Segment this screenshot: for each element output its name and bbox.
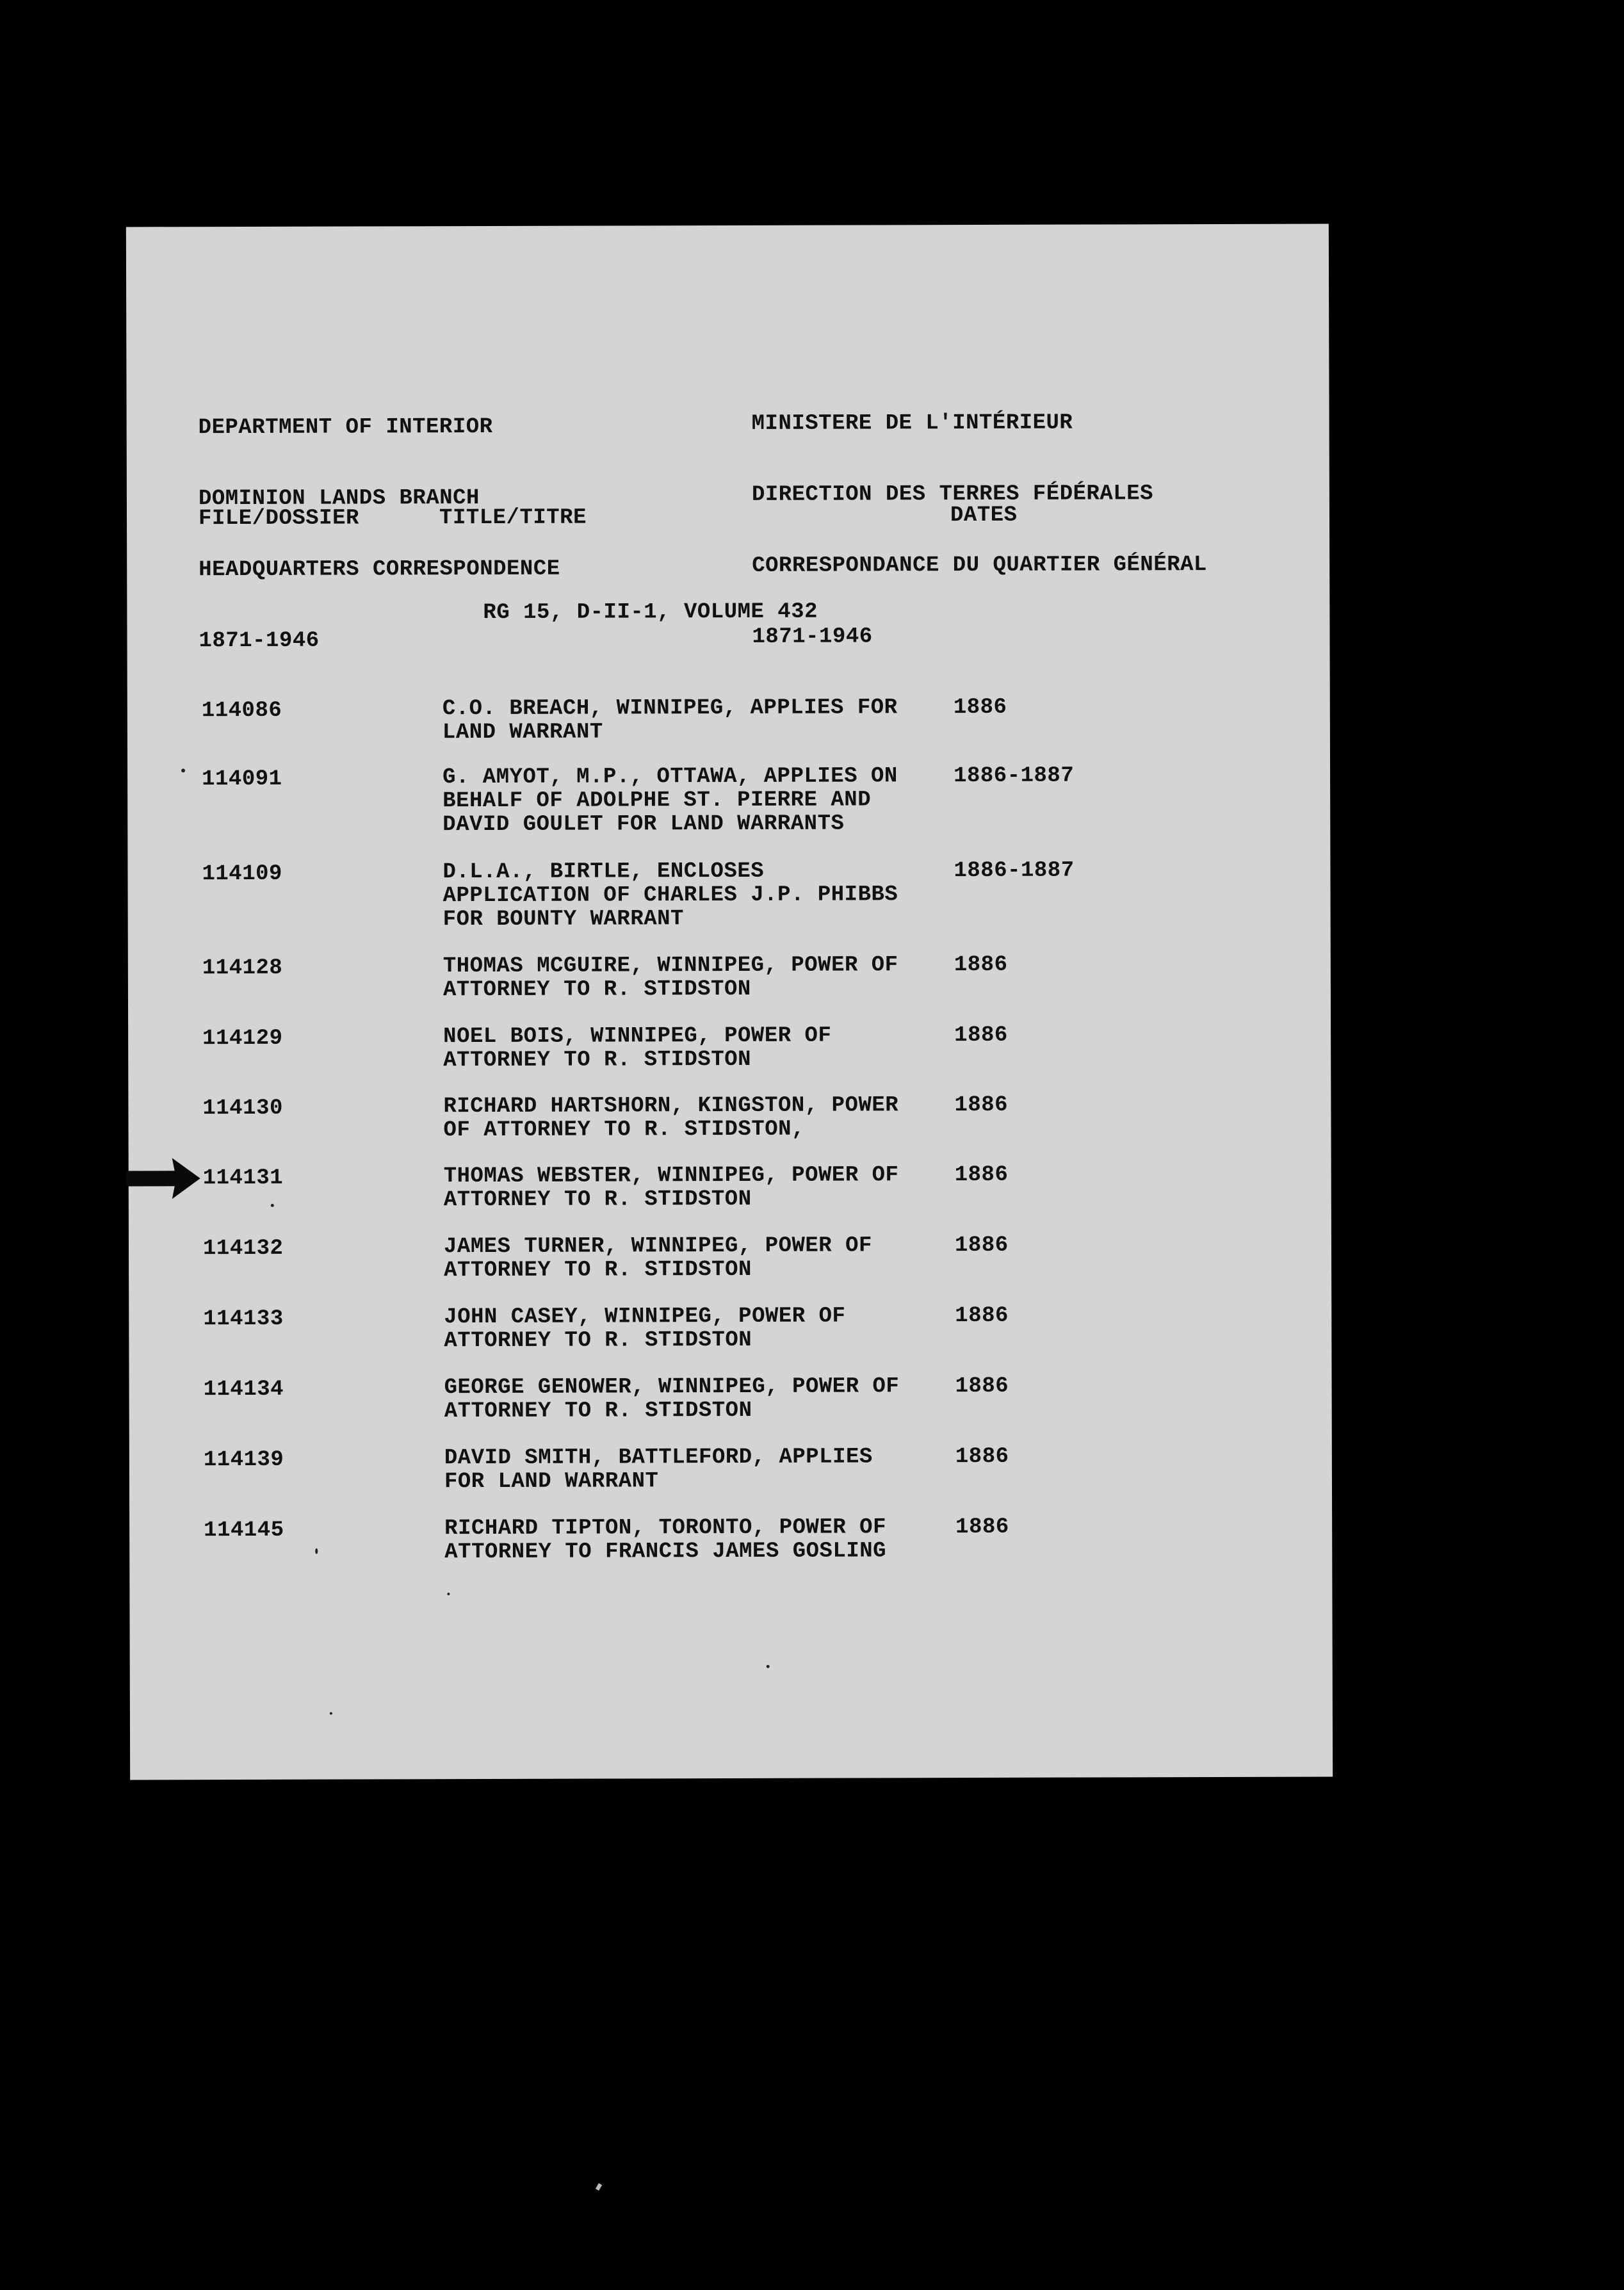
- entry-title: [443, 1094, 898, 1142]
- entry-title: [443, 1025, 831, 1073]
- entry-title-line: ATTORNEY TO FRANCIS JAMES GOSLING: [444, 1539, 887, 1565]
- entry-title: [444, 1164, 899, 1212]
- entry-title-line: G. AMYOT, M.P., OTTAWA, APPLIES ON: [443, 764, 898, 790]
- header-english-line: HEADQUARTERS CORRESPONDENCE: [199, 556, 560, 583]
- entry-title-line: ATTORNEY TO R. STIDSTON: [444, 1257, 752, 1283]
- entry-title-line: JAMES TURNER, WINNIPEG, POWER OF: [443, 1233, 872, 1260]
- entry-title-line: D.L.A., BIRTLE, ENCLOSES: [443, 859, 765, 885]
- entry-dates: 1886: [954, 1162, 1009, 1188]
- entry-dates: 1886: [954, 952, 1008, 978]
- entry-file-number: 114130: [202, 1096, 283, 1121]
- entry-title-line: DAVID GOULET FOR LAND WARRANTS: [443, 811, 845, 838]
- entry-title-line: THOMAS MCGUIRE, WINNIPEG, POWER OF: [443, 953, 898, 979]
- header-french-line: DIRECTION DES TERRES FÉDÉRALES: [751, 482, 1154, 507]
- entry-dates: 1886-1887: [954, 858, 1075, 884]
- header-french-line: 1871-1946: [752, 624, 873, 649]
- scan-speck: [271, 1204, 274, 1207]
- entry-title-line: ATTORNEY TO R. STIDSTON: [443, 977, 751, 1003]
- entry-title-line: FOR BOUNTY WARRANT: [443, 907, 684, 932]
- entry-dates: 1886: [955, 1303, 1009, 1329]
- volume-reference: RG 15, D-II-1, VOLUME 432: [483, 599, 818, 626]
- header-french: [751, 364, 1207, 697]
- header-english-line: DOMINION LANDS BRANCH: [198, 486, 480, 512]
- entry-file-number: 114129: [202, 1026, 283, 1052]
- scan-speck: [330, 1712, 332, 1715]
- entry-file-number: 114145: [204, 1518, 284, 1543]
- entry-file-number: 114086: [201, 698, 282, 724]
- entry-title-line: ATTORNEY TO R. STIDSTON: [444, 1328, 752, 1354]
- scan-speck: [447, 1593, 450, 1595]
- header-french-line: CORRESPONDANCE DU QUARTIER GÉNÉRAL: [752, 553, 1207, 578]
- scan-speck: [315, 1548, 318, 1554]
- entry-title-line: C.O. BREACH, WINNIPEG, APPLIES FOR: [442, 695, 898, 722]
- entry-title-line: RICHARD TIPTON, TORONTO, POWER OF: [444, 1515, 887, 1541]
- entry-title: [444, 1305, 845, 1354]
- scan-speck: [181, 768, 185, 772]
- entry-title: [444, 1375, 900, 1424]
- entry-dates: 1886: [955, 1514, 1009, 1540]
- entry-dates: 1886: [955, 1444, 1009, 1470]
- header-english-line: DEPARTMENT OF INTERIOR: [198, 414, 493, 441]
- entry-title-line: ATTORNEY TO R. STIDSTON: [443, 1047, 752, 1073]
- entry-title-line: RICHARD HARTSHORN, KINGSTON, POWER: [443, 1093, 899, 1119]
- entry-title-line: LAND WARRANT: [442, 720, 603, 745]
- entry-title-line: OF ATTORNEY TO R. STIDSTON,: [443, 1117, 805, 1143]
- entry-dates: 1886: [954, 1092, 1009, 1118]
- entry-dates: 1886: [954, 1023, 1008, 1048]
- entry-file-number: 114131: [202, 1165, 284, 1191]
- entry-title: [443, 859, 898, 932]
- header-english-line: 1871-1946: [199, 628, 320, 654]
- entry-title-line: ATTORNEY TO R. STIDSTON: [443, 1187, 752, 1213]
- scan-speck: [767, 1665, 770, 1668]
- entry-dates: 1886: [955, 1374, 1009, 1399]
- arrow-marker-icon: [126, 1158, 200, 1199]
- entry-title: [443, 765, 898, 837]
- header-french-line: MINISTERE DE L'INTÉRIEUR: [751, 410, 1073, 436]
- entry-title-line: NOEL BOIS, WINNIPEG, POWER OF: [443, 1023, 832, 1050]
- column-header-title: TITLE/TITRE: [439, 505, 587, 531]
- entry-title-line: APPLICATION OF CHARLES J.P. PHIBBS: [443, 882, 898, 909]
- entry-file-number: 114091: [202, 767, 282, 792]
- entry-title-line: FOR LAND WARRANT: [444, 1469, 659, 1495]
- entry-title-line: GEORGE GENOWER, WINNIPEG, POWER OF: [444, 1374, 900, 1401]
- document-page: [126, 224, 1333, 1780]
- entry-file-number: 114139: [203, 1447, 284, 1473]
- entry-file-number: 114134: [203, 1377, 284, 1402]
- entry-dates: 1886: [954, 1233, 1009, 1258]
- entry-dates: 1886: [953, 695, 1007, 720]
- entry-title: [443, 696, 898, 745]
- entry-dates: 1886-1887: [954, 763, 1075, 789]
- entry-title-line: THOMAS WEBSTER, WINNIPEG, POWER OF: [443, 1163, 899, 1189]
- column-header-file: FILE/DOSSIER: [198, 506, 359, 532]
- entry-title: [444, 1445, 873, 1494]
- column-header-dates: DATES: [950, 503, 1018, 528]
- scan-speck: [596, 2183, 602, 2191]
- entry-title: [443, 954, 898, 1002]
- entry-title-line: BEHALF OF ADOLPHE ST. PIERRE AND: [443, 788, 872, 814]
- header-english: [198, 368, 560, 701]
- entry-title-line: ATTORNEY TO R. STIDSTON: [444, 1398, 752, 1424]
- entry-title: [444, 1234, 872, 1283]
- entry-file-number: 114109: [202, 861, 282, 887]
- entry-file-number: 114132: [202, 1236, 284, 1262]
- entry-title: [444, 1516, 886, 1564]
- entry-file-number: 114128: [202, 955, 283, 981]
- entry-title-line: JOHN CASEY, WINNIPEG, POWER OF: [444, 1304, 846, 1330]
- entry-file-number: 114133: [203, 1306, 284, 1332]
- entry-title-line: DAVID SMITH, BATTLEFORD, APPLIES: [444, 1445, 873, 1471]
